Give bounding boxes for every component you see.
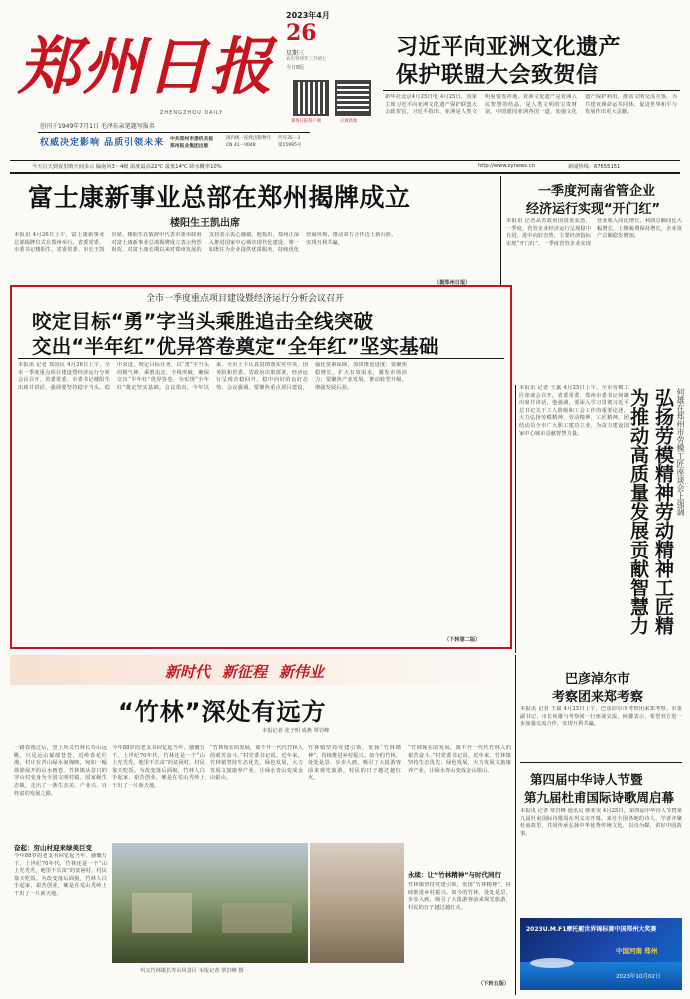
bamboo-text-b: 今年88岁的老支书回忆起当年，感慨万千。上世纪70年代，竹林还是一个“山上光秃秃，地里不长苗”的贫困村，村民靠天吃饭。为改变落后面貌，竹林人白手起家、艰苦创业，硬是在荒山秃岭上干出了一片新天地。	[14, 853, 107, 897]
bamboo-text-a: 一路春雨过后，登上巩义竹林长寿山远眺，只见远山郁郁苍苍，近岭春花烂漫，村庄在青山绿水间掩映，宛如一幅徐徐展开的山水画卷。竹林镇从昔日的穷山村变身为全国文明村镇、国家级生态镇，走出了一条生态美、产业兴、百姓富的发展之路。	[14, 745, 107, 797]
meeting-title-1[interactable]: 咬定目标“勇”字当头乘胜追击全线突破	[32, 310, 374, 333]
cn-label: 国内统一连续出版物号	[226, 136, 271, 141]
foxconn-more: （据郑州日报）	[434, 280, 471, 286]
foxconn-subtitle: 楼阳生王凯出席	[170, 218, 240, 229]
cn-number: CN 41－0048	[226, 143, 256, 148]
masthead-pinyin: ZHENGZHOU DAILY	[160, 110, 224, 116]
slogan: 权威决定影响 品质引领未来	[40, 138, 165, 148]
bamboo-photo-main	[112, 843, 308, 963]
founded-line: 创刊于1949年7月1日 毛泽东亲笔题写报名	[40, 123, 155, 130]
website[interactable]: http://www.zynews.cn	[478, 163, 535, 169]
bamboo-section-2: 永续：让“竹林精神”与时代同行	[408, 871, 502, 879]
economy-title-2[interactable]: 经济运行实现“开门红”	[526, 202, 661, 217]
meeting-text: 本报讯 记者 郑国民 4月26日上午，全市一季度重点项目建设暨经济运行分析会议召开。省委常委、市委书记楼阳生出席并讲话，强调要坚持稳字当头、稳中求进，咬定目标任务，以“勇”字当头的精气神，乘胜追击、全线突破，确保交出“半年红”优异答卷，为实现“全年红”奠定坚实基础。会议指出，今年以来，全市上下认真贯彻落实党中央、国务院和省委、省政府决策部署，经济运行呈现企稳回升、稳中向好的良好态势。会议强调，要聚焦重点项目建设，强化要素保障，加快推进进度；要聚焦稳增长，扩大有效需求，激发市场活力；要聚焦产业发展，推动转型升级，增强发展后劲。	[18, 362, 407, 391]
lunar-date: 农历癸卯年三月初七	[286, 57, 327, 62]
bamboo-photo-caption: 巩义竹林镇长寿山风景区 本报记者 覃岩峰 摄	[140, 968, 244, 974]
bamboo-text-a3: “竹林现在的发展，离不开一代代竹林人的艰苦奋斗。”村党委书记说。近年来，竹林镇坚持生态优先、绿色发展，大力发展文旅康养产业，让绿水青山变成金山银山。	[210, 745, 303, 782]
ad-banner[interactable]	[520, 918, 682, 990]
qr-code-app[interactable]	[293, 80, 329, 116]
poetry-text: 本报讯 记者 覃岩峰 通讯员 韩亚雯 4月25日，第四届中华诗人节暨第九届杜甫国际诗歌周在巩义市开幕。来自全国各地的诗人、学者齐聚杜甫故里，共同传承弘扬中华优秀传统文化，以诗为媒，讲好中国故事。	[520, 808, 682, 837]
date-year: 2023年4月	[286, 11, 330, 20]
craftsman-vertical-title-2[interactable]	[626, 388, 650, 650]
craftsman-kicker-text: 何雄在郑州市劳模工匠座谈会上强调	[676, 388, 685, 516]
poll-title-2[interactable]: 考察团来郑考察	[552, 690, 644, 705]
top-story-text: 新华社北京4月25日电 4月25日，国家主席习近平向亚洲文化遗产保护联盟大会致贺信。习近平指出，亚洲是人类文明重要发祥地。亚洲文化遗产是亚洲人民智慧的结晶，是人类文明的宝贵财富。中国愿同亚洲各国一道，加强文化遗产保护利用，推动文明交流互鉴，为共建亚洲命运共同体、促进世界和平与发展作出更大贡献。	[385, 94, 677, 116]
publisher-2: 郑州报业集团出版	[170, 144, 209, 149]
bamboo-text-c: “竹林现在的发展，离不开一代代竹林人的艰苦奋斗。”村党委书记说。近年来，竹林镇坚持生态优先、绿色发展，大力发展文旅康养产业，让绿水青山变成金山银山。	[408, 745, 511, 774]
top-story-title-1[interactable]: 习近平向亚洲文化遗产	[396, 35, 622, 60]
foxconn-title[interactable]: 富士康新事业总部在郑州揭牌成立	[28, 183, 411, 212]
bamboo-more: （下转五版）	[478, 981, 510, 987]
qr-code-news[interactable]	[335, 80, 371, 116]
bamboo-byline: 本报记者 张子明 成燕 覃岩峰	[262, 728, 330, 734]
poetry-title-1[interactable]: 第四届中华诗人节暨	[530, 772, 643, 787]
craftsman-vertical-title-1[interactable]	[650, 388, 676, 650]
weather: 今天白天到夜里晴天间多云 偏南风3～4级 温度最高22℃ 最低14℃ 降水概率10%	[32, 164, 222, 170]
poll-title-1[interactable]: 巴彦淖尔市	[565, 672, 631, 687]
bamboo-title[interactable]: “竹林”深处有远方	[118, 698, 327, 726]
weekday: 星期三	[286, 50, 305, 57]
banner	[10, 655, 515, 685]
publisher: 中共郑州市委机关报	[170, 137, 214, 142]
bamboo-text-a4: 竹林镇坚持党建引领，发扬“竹林精神”，持续推进乡村振兴。如今的竹林，处处是景、步步入画，吸引了大批游客前来观光旅游，村民的日子越过越红火。	[308, 745, 401, 782]
foxconn-text: 本报讯 4月26日上午，富士康新事业总部揭牌仪式在郑州举行。省委常委、市委书记楼阳生，省委常委、市长王凯出席。楼阳生在致辞中代表市委市政府对富士康新事业总部揭牌成立表示热烈祝贺，对富士康长期以来对郑州发展的支持表示衷心感谢。他指出，郑州正深入推进国家中心城市现代化建设，将一如既往为企业提供优质服务，持续优化营商环境，推动双方合作迈上新台阶，实现互利共赢。	[14, 232, 397, 254]
meeting-more: （下转第二版）	[444, 637, 481, 643]
economy-text: 本报讯 记者从省政府国资委获悉，一季度，省管企业经济运行呈现稳中有进、进中向好态势，主要经济指标实现“开门红”。一季度省管企业实现营业收入同比增长，利润总额同比大幅增长，上缴税费保持增长，企业资产总额稳步增加。	[506, 218, 682, 247]
ad-line-3: 2023年10月02日	[616, 974, 661, 980]
hotline: 新闻热线：67655151	[568, 164, 621, 170]
date-block	[280, 8, 342, 78]
bamboo-text-a2: 今年88岁的老支书回忆起当年，感慨万千。上世纪70年代，竹林还是一个“山上光秃秃，地里不长苗”的贫困村，村民靠天吃饭。为改变落后面貌，竹林人白手起家、艰苦创业，硬是在荒山秃岭上干出了一片新天地。	[112, 745, 205, 789]
craftsman-text: 本报讯 记者 王斌 4月25日上午，全市劳模工匠座谈会召开。省委常委、郑州市委书记何雄出席并讲话，他强调，要深入学习贯彻习近平总书记关于工人阶级和工会工作的重要论述，大力弘扬劳模精神、劳动精神、工匠精神，团结动员全市广大职工建功立业，为奋力建设国家中心城市贡献智慧力量。	[519, 385, 629, 437]
meeting-title-2[interactable]: 交出“半年红”优异答卷奠定“全年红”坚实基础	[32, 335, 439, 358]
economy-title-1[interactable]: 一季度河南省管企业	[538, 184, 656, 199]
poll-text: 本报讯 记者 王斌 4月25日上午，巴彦淖尔市考察团来郑考察。市委副书记、市长何雄与考察团一行座谈交流。何雄表示，希望双方进一步加强交流合作，实现互利共赢。	[520, 706, 682, 728]
craftsman-vertical-kicker	[674, 388, 686, 643]
issue-no: 第15995号	[278, 143, 302, 148]
qr-label-news: 正观新闻	[340, 119, 358, 124]
top-story-title-2[interactable]: 保护联盟大会致贺信	[396, 63, 599, 88]
banner-text-2: 新征程	[222, 663, 268, 681]
banner-text-1: 新时代	[165, 663, 211, 681]
ad-line-1: 2023U.M.F1摩托艇世界锦标赛中国郑州大奖赛	[526, 926, 657, 933]
poetry-title-2[interactable]: 第九届杜甫国际诗歌周启幕	[524, 790, 675, 805]
craftsman-title-1-text: 弘扬劳模精神劳动精神工匠精	[652, 388, 674, 635]
pages: 今日8版	[286, 65, 305, 71]
banner-text-3: 新伟业	[279, 663, 325, 681]
bamboo-section-1: 奋起：穷山村迎来绿美巨变	[14, 844, 92, 852]
qr-label-app: 郑州日报客户端	[291, 119, 322, 124]
masthead-title: 郑州日报	[18, 30, 275, 103]
bamboo-text-d: 竹林镇坚持党建引领，发扬“竹林精神”，持续推进乡村振兴。如今的竹林，处处是景、步步入画，吸引了大批游客前来观光旅游，村民的日子越过越红火。	[408, 882, 511, 911]
date-day: 26	[286, 20, 317, 46]
daily-no: 代号35－3	[278, 136, 301, 141]
meeting-kicker: 全市一季度重点项目建设暨经济运行分析会议召开	[146, 294, 345, 304]
bamboo-photo-small	[310, 843, 404, 963]
ad-line-2: 中国河南 郑州	[616, 947, 658, 955]
craftsman-title-2-text: 为推动高质量发展贡献智慧力	[627, 388, 649, 635]
